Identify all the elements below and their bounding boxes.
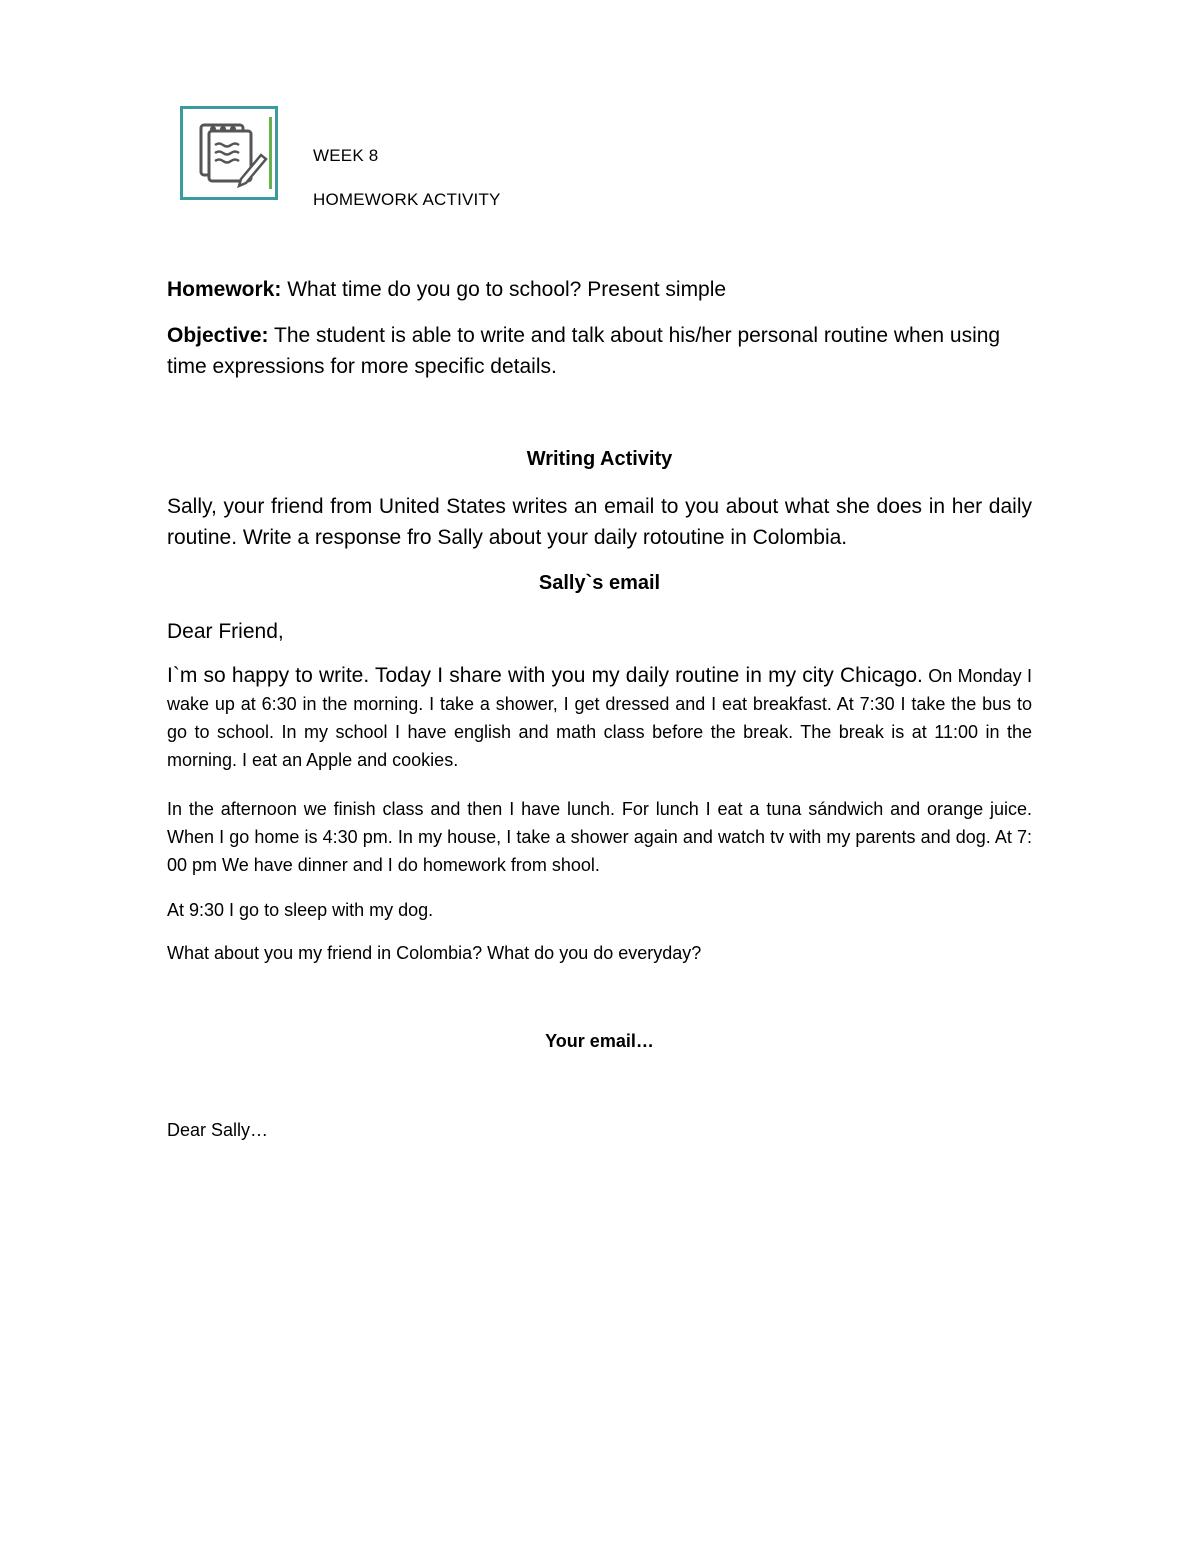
objective-text: The student is able to write and talk about his/her personal routine when using time expressions for more specific details.	[167, 324, 1001, 378]
sally-paragraph-3: At 9:30 I go to sleep with my dog.	[167, 900, 434, 920]
sally-greeting: Dear Friend,	[167, 620, 284, 643]
homework-text: What time do you go to school? Present simple	[281, 278, 727, 301]
homework-line	[167, 274, 1032, 305]
objective-paragraph	[167, 320, 1032, 382]
objective-label: Objective:	[167, 324, 269, 347]
sally-paragraph-1-rest: On Monday I wake up at 6:30 in the morning. I take a shower, I get dressed and I eat breakfast. At 7:30 I take the bus to go to school. In my school I have english and math class before the break. The break is at 11:00 in the morning. I eat an Apple and cookies.	[167, 666, 1032, 770]
writing-instructions: Sally, your friend from United States writes an email to you about what she does in her daily routine. Write a response fro Sally about your daily rotoutine in Colombia.	[167, 495, 1032, 549]
sally-paragraph-2: In the afternoon we finish class and then I have lunch. For lunch I eat a tuna sándwich and orange juice. When I go home is 4:30 pm. In my house, I take a shower again and watch tv with my parents and dog. At 7: 00 pm We have dinner and I do homework from shool.	[167, 799, 1032, 875]
your-email-greeting: Dear Sally…	[167, 1120, 269, 1140]
sally-paragraph-1	[167, 662, 1032, 774]
sally-email-heading: Sally`s email	[538, 572, 661, 594]
notebook-pen-icon	[180, 106, 278, 200]
sally-paragraph-1-lead: I`m so happy to write. Today I share with you my daily routine in my city Chicago.	[167, 664, 923, 687]
homework-label: Homework:	[167, 278, 282, 301]
your-email-heading: Your email…	[545, 1031, 654, 1051]
week-label: WEEK 8	[313, 146, 379, 165]
writing-activity-heading: Writing Activity	[526, 448, 673, 470]
sally-paragraph-4: What about you my friend in Colombia? What do you do everyday?	[167, 943, 702, 963]
homework-activity-label: HOMEWORK ACTIVITY	[313, 190, 501, 209]
